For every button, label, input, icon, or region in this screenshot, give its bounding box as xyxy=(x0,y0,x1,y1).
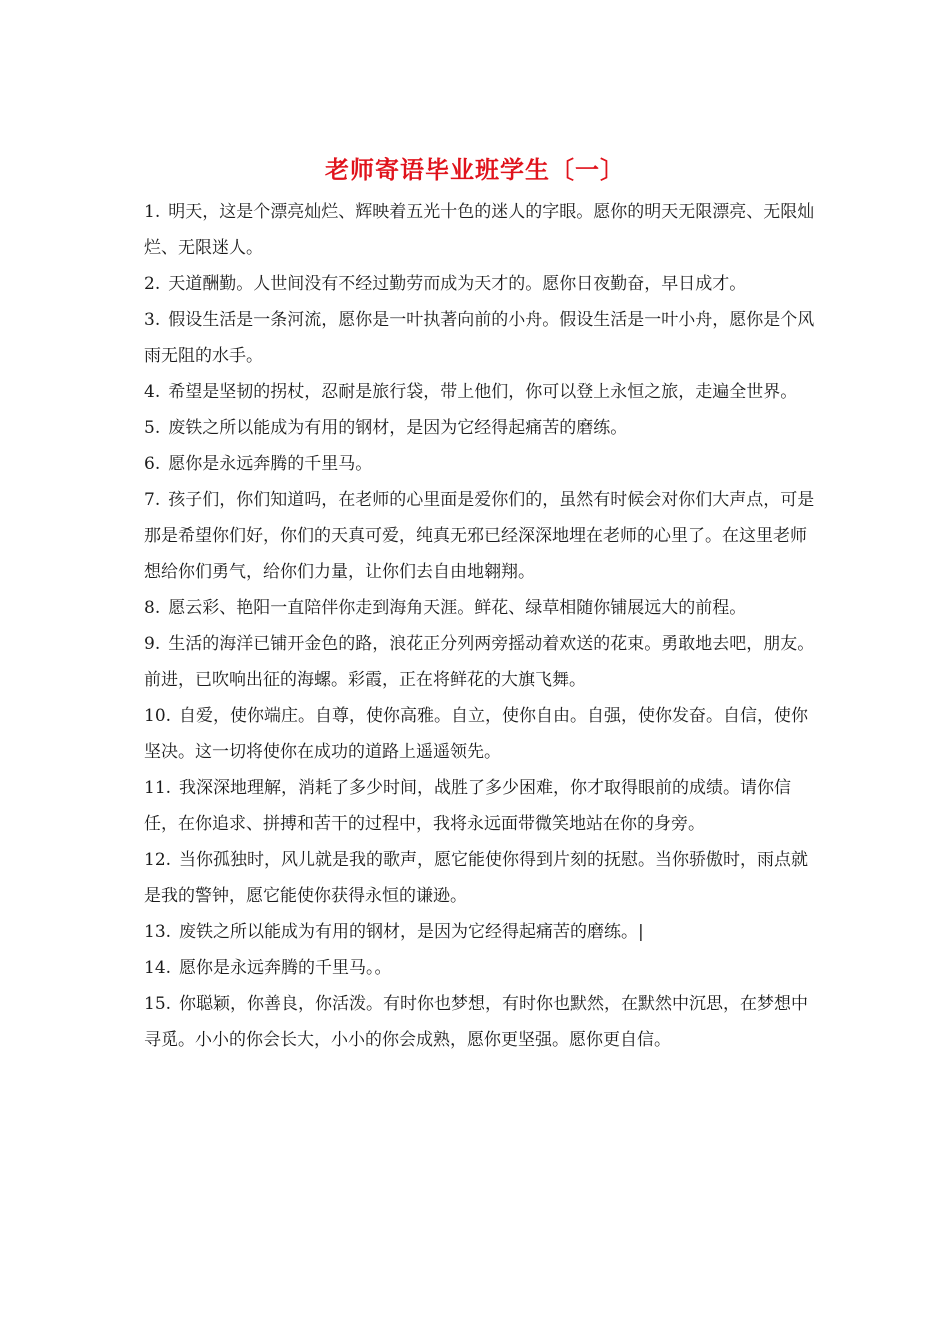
list-item xyxy=(144,194,816,266)
list-item xyxy=(144,842,816,914)
item-text: 废铁之所以能成为有用的钢材，是因为它经得起痛苦的磨练。 xyxy=(168,418,628,438)
item-number: 15. xyxy=(144,994,172,1014)
item-text: 愿你是永远奔腾的千里马。 xyxy=(168,454,373,474)
item-number: 10. xyxy=(144,706,172,726)
list-item xyxy=(144,626,816,698)
item-number: 1. xyxy=(144,202,161,222)
item-text: 废铁之所以能成为有用的钢材，是因为它经得起痛苦的磨练。| xyxy=(179,922,644,942)
list-item xyxy=(144,914,816,950)
item-text: 你聪颖，你善良，你活泼。有时你也梦想，有时你也默然，在默然中沉思，在梦想中寻觅。小小的你会长大，小小的你会成熟，愿你更坚强。愿你更自信。 xyxy=(144,994,809,1050)
document-body xyxy=(144,194,816,1058)
item-text: 当你孤独时，风儿就是我的歌声，愿它能使你得到片刻的抚慰。当你骄傲时，雨点就是我的警钟，愿它能使你获得永恒的谦逊。 xyxy=(144,850,809,906)
document-title: 老师寄语毕业班学生〔一〕 xyxy=(325,155,625,184)
item-text: 我深深地理解，消耗了多少时间，战胜了多少困难，你才取得眼前的成绩。请你信任，在你追求、拼搏和苦干的过程中，我将永远面带微笑地站在你的身旁。 xyxy=(144,778,792,834)
item-text: 天道酬勤。人世间没有不经过勤劳而成为天才的。愿你日夜勤奋，早日成才。 xyxy=(168,274,747,294)
item-number: 4. xyxy=(144,382,161,402)
item-number: 3. xyxy=(144,310,161,330)
item-number: 14. xyxy=(144,958,172,978)
list-item xyxy=(144,986,816,1058)
list-item xyxy=(144,446,816,482)
item-number: 2. xyxy=(144,274,161,294)
list-item xyxy=(144,266,816,302)
item-text: 自爱，使你端庄。自尊，使你高雅。自立，使你自由。自强，使你发奋。自信，使你坚决。这一切将使你在成功的道路上遥遥领先。 xyxy=(144,706,809,762)
item-text: 愿云彩、艳阳一直陪伴你走到海角天涯。鲜花、绿草相随你铺展远大的前程。 xyxy=(168,598,747,618)
list-item xyxy=(144,410,816,446)
item-text: 明天，这是个漂亮灿烂、辉映着五光十色的迷人的字眼。愿你的明天无限漂亮、无限灿烂、无限迷人。 xyxy=(144,202,815,258)
item-text: 生活的海洋已铺开金色的路，浪花正分列两旁摇动着欢送的花束。勇敢地去吧，朋友。前进，已吹响出征的海螺。彩霞，正在将鲜花的大旗飞舞。 xyxy=(144,634,815,690)
list-item xyxy=(144,770,816,842)
item-number: 5. xyxy=(144,418,161,438)
list-item xyxy=(144,374,816,410)
item-number: 8. xyxy=(144,598,161,618)
item-number: 9. xyxy=(144,634,161,654)
item-text: 希望是坚韧的拐杖，忍耐是旅行袋，带上他们，你可以登上永恒之旅，走遍全世界。 xyxy=(168,382,798,402)
item-number: 6. xyxy=(144,454,161,474)
item-text: 愿你是永远奔腾的千里马。。 xyxy=(179,958,392,978)
item-number: 11. xyxy=(144,778,172,798)
item-number: 7. xyxy=(144,490,161,510)
item-text: 孩子们，你们知道吗，在老师的心里面是爱你们的，虽然有时候会对你们大声点，可是那是希望你们好，你们的天真可爱，纯真无邪已经深深地埋在老师的心里了。在这里老师想给你们勇气，给你们力量，让你们去自由地翱翔。 xyxy=(144,490,815,582)
list-item xyxy=(144,482,816,590)
list-item xyxy=(144,590,816,626)
item-number: 13. xyxy=(144,922,172,942)
item-text: 假设生活是一条河流，愿你是一叶执著向前的小舟。假设生活是一叶小舟，愿你是个风雨无阻的水手。 xyxy=(144,310,815,366)
list-item xyxy=(144,950,816,986)
list-item xyxy=(144,302,816,374)
item-number: 12. xyxy=(144,850,172,870)
list-item xyxy=(144,698,816,770)
